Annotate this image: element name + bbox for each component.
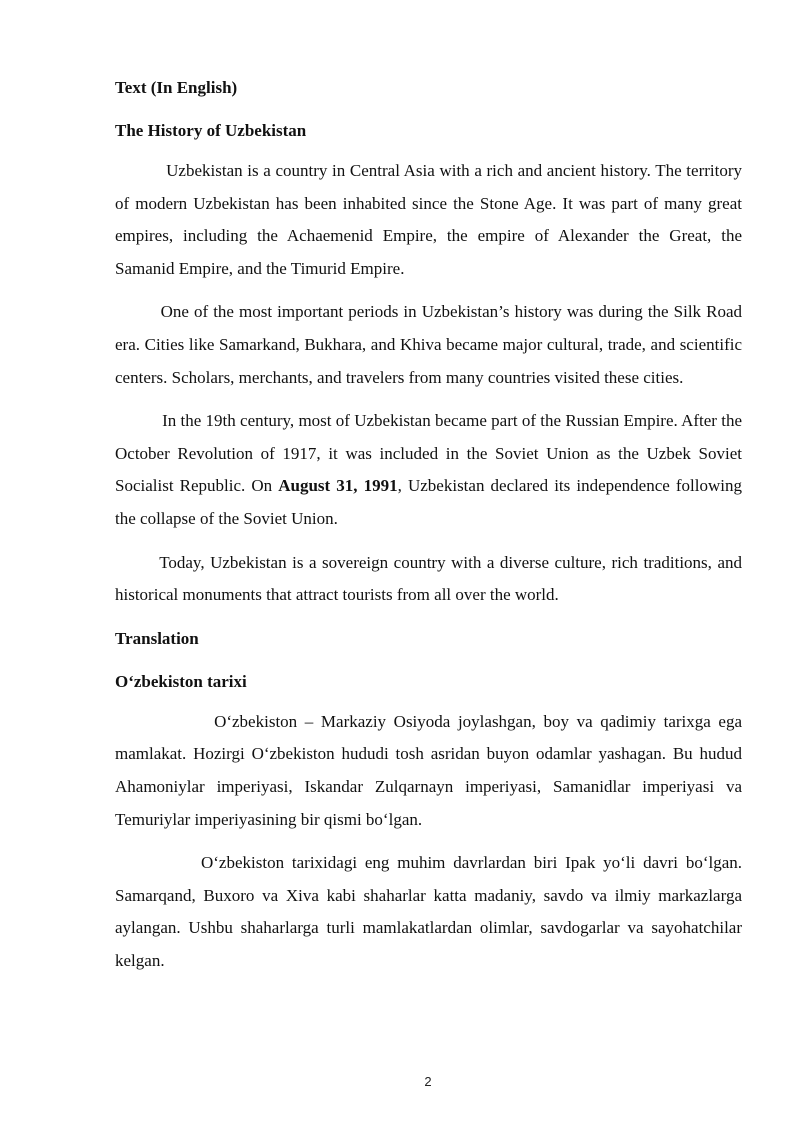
paragraph-uzbek-2	[115, 847, 742, 977]
paragraph-text: One of the most important periods in Uzbekistan’s history was during the Silk Road era. Cities like Samarkand, Bukhara, and Khiva became major cultural, trade, and scientific centers. Scholars, merchants, and travelers from many countries visited these cities.	[115, 302, 742, 387]
paragraph-indent	[115, 553, 159, 572]
section-heading-translation: Translation	[115, 628, 199, 648]
paragraph-indent	[115, 853, 201, 872]
section-heading-english: Text (In English)	[115, 78, 238, 97]
page-content	[115, 72, 742, 977]
independence-date: August 31, 1991	[278, 476, 398, 496]
paragraph-text: O‘zbekiston – Markaziy Osiyoda joylashgan, boy va qadimiy tarixga ega mamlakat. Hozirgi O‘zbekiston hududi tosh asridan buyon odamlar yashagan. Bu hudud Ahamoniylar imperiyasi, Iskandar Zulqarnayn imperiyasi, Samanidlar imperiyasi va Temuriylar imperiyasining bir qismi bo‘lgan.	[115, 711, 743, 829]
paragraph-indent	[115, 411, 162, 430]
paragraph-indent	[115, 161, 166, 180]
paragraph-english-4	[115, 547, 742, 612]
paragraph-uzbek-1	[115, 706, 742, 836]
paragraph-indent	[115, 712, 214, 731]
paragraph-english-1	[115, 155, 742, 285]
paragraph-text: O‘zbekiston tarixidagi eng muhim davrlardan biri Ipak yo‘li davri bo‘lgan. Samarqand, Buxoro va Xiva kabi shaharlar katta madaniy, savdo va ilmiy markazlarga aylangan. Ushbu shaharlarga turli mamlakatlardan olimlar, savdogarlar va sayohatchilar kelgan.	[115, 853, 742, 970]
page-number: 2	[424, 1074, 432, 1089]
paragraph-text: Uzbekistan is a country in Central Asia with a rich and ancient history. The territory of modern Uzbekistan has been inhabited since the Stone Age. It was part of many great empires, including the Achaemenid Empire, the empire of Alexander the Great, the Samanid Empire, and the Timurid Empire.	[115, 161, 743, 278]
paragraph-english-3	[115, 405, 742, 535]
paragraph-text-start: In the 19th century, most of Uzbekistan became part of the Russian Empire. After the October Revolution of 1917, it was included in the Soviet Union as the Uzbek Soviet Socialist Republic. On	[115, 411, 743, 496]
paragraph-text: Today, Uzbekistan is a sovereign country with a diverse culture, rich traditions, and historical monuments that attract tourists from all over the world.	[115, 552, 742, 605]
title-uzbek: O‘zbekiston tarixi	[115, 671, 247, 691]
paragraph-indent	[115, 302, 161, 321]
paragraph-english-2	[115, 296, 742, 394]
title-english: The History of Uzbekistan	[115, 121, 307, 140]
paragraph-text-end: , Uzbekistan declared its independence following the collapse of the Soviet Union.	[115, 476, 742, 528]
